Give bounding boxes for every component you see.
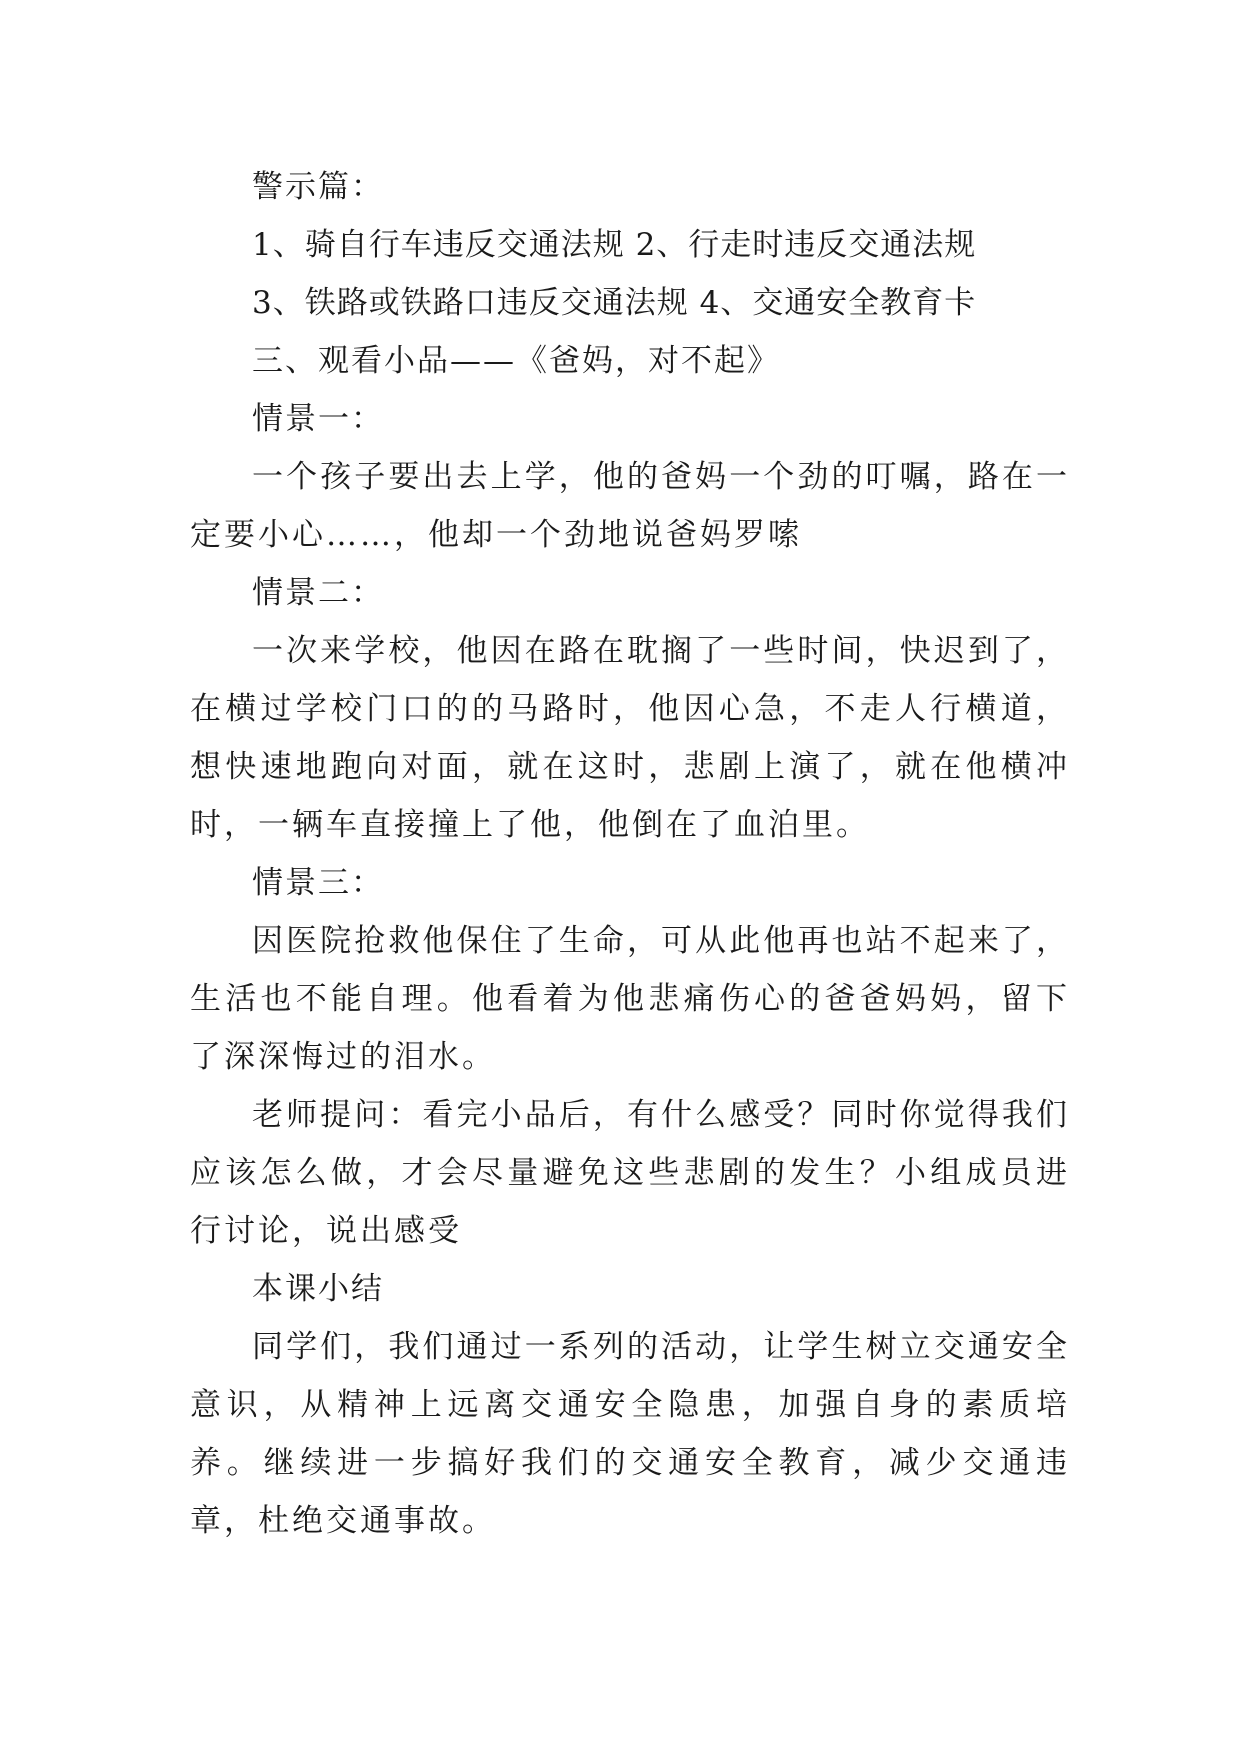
section-heading-skit: 三、观看小品——《爸妈，对不起》 [252,343,780,379]
lesson-summary-heading: 本课小结 [252,1271,384,1307]
lesson-summary-text: 同学们，我们通过一系列的活动，让学生树立交通安全意识，从精神上远离交通安全隐患，加强自身的素质培养。继续进一步搞好我们的交通安全教育，减少交通违章，杜绝交通事故。 [190,1329,1070,1539]
scene-one-text: 一个孩子要出去上学，他的爸妈一个劲的叮嘱，路在一定要小心……，他却一个劲地说爸妈罗嗦 [190,459,1070,553]
list-item-1-2: 1、骑自行车违反交通法规 2、行走时违反交通法规 [252,227,977,263]
list-item-3-4: 3、铁路或铁路口违反交通法规 4、交通安全教育卡 [252,285,977,321]
teacher-question-text: 老师提问：看完小品后，有什么感受？同时你觉得我们应该怎么做，才会尽量避免这些悲剧的发生？小组成员进行讨论，说出感受 [190,1097,1070,1249]
scene-two-text: 一次来学校，他因在路在耽搁了一些时间，快迟到了，在横过学校门口的的马路时，他因心急，不走人行横道，想快速地跑向对面，就在这时，悲剧上演了，就在他横冲时，一辆车直接撞上了他，他倒在了血泊里。 [190,633,1070,843]
section-heading-warning: 警示篇： [252,169,384,205]
document-body [190,158,1070,1550]
scene-one-heading: 情景一： [252,401,384,437]
scene-three-text: 因医院抢救他保住了生命，可从此他再也站不起来了，生活也不能自理。他看着为他悲痛伤心的爸爸妈妈，留下了深深悔过的泪水。 [190,923,1070,1075]
scene-three-heading: 情景三： [252,865,384,901]
scene-two-heading: 情景二： [252,575,384,611]
